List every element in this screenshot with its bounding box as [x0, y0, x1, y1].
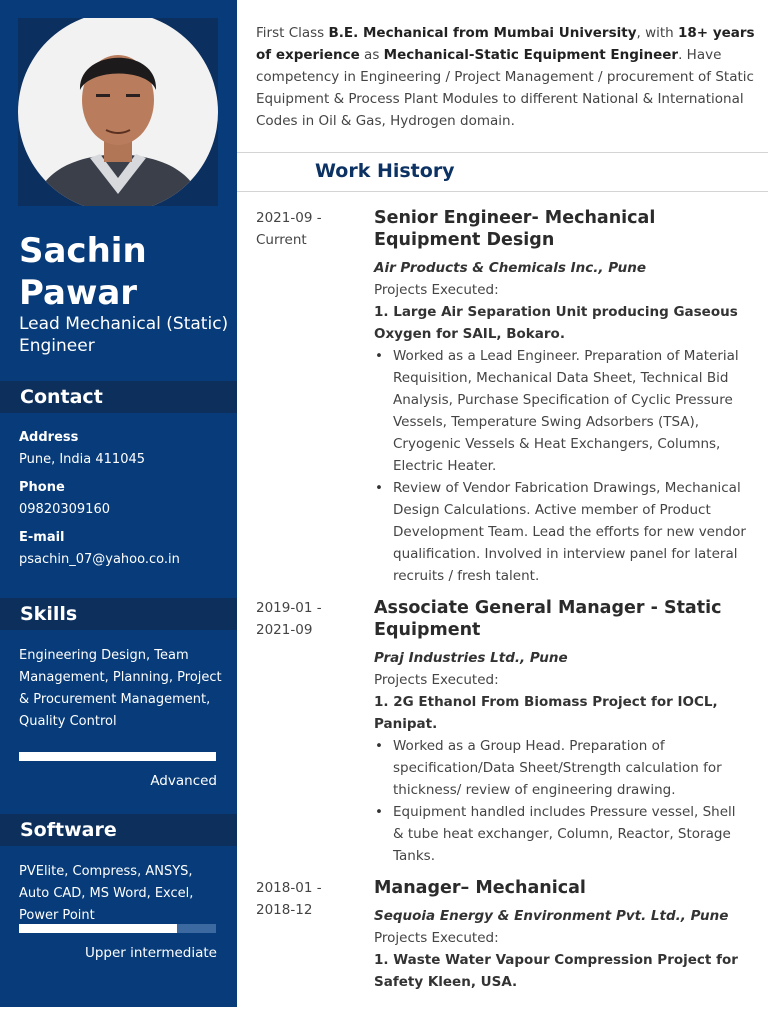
phone-label: Phone [19, 480, 65, 495]
software-level-fill [19, 924, 177, 933]
last-name: Pawar [19, 273, 138, 313]
job-title: Manager– Mechanical [374, 878, 586, 898]
job-date-end: 2018-12 [256, 902, 313, 918]
job-date-start: 2021-09 - [256, 210, 322, 226]
job-company: Sequoia Energy & Environment Pvt. Ltd., Pune [374, 908, 729, 924]
divider [237, 152, 768, 153]
candidate-name [19, 230, 147, 314]
summary-text: . Have competency in Engineering / Project Management / procurement of Static Equipment & Process Plant Modules to different National & International Codes in Oil & Gas, Hydrogen domain. [256, 47, 754, 129]
summary-experience: 18+ years of experience [256, 25, 755, 63]
job-details [374, 877, 749, 993]
work-history-heading: Work History [315, 160, 455, 182]
job-bullet: • Worked as a Lead Engineer. Preparation of Material Requisition, Mechanical Data Sheet, Technical Bid Analysis, Purchase Specification of Cyclic Pressure Vessels, Temperature Swing Adsorbers (TSA), Cryogenic Vessels & Heat Exchangers, Columns, Electric Heater. [374, 345, 749, 477]
phone-value[interactable]: 09820309160 [19, 502, 110, 517]
job-bullets [374, 345, 749, 587]
software-level-text: Upper intermediate [84, 945, 217, 961]
job-project: 1. Waste Water Vapour Compression Project for Safety Kleen, USA. [374, 952, 738, 990]
job-date-start: 2019-01 - [256, 600, 322, 616]
job-projects-label: Projects Executed: [374, 282, 499, 298]
skills-level-text: Advanced [150, 773, 217, 789]
software-text: PVElite, Compress, ANSYS, Auto CAD, MS Word, Excel, Power Point [19, 864, 194, 923]
skills-heading: Skills [0, 598, 237, 630]
job-details [374, 207, 749, 587]
job-title: Associate General Manager - Static Equipment [374, 598, 722, 640]
summary-title: Mechanical-Static Equipment Engineer [383, 47, 679, 63]
sidebar [0, 0, 237, 1007]
first-name: Sachin [19, 231, 147, 271]
job-dates [256, 597, 361, 641]
job-date-end: Current [256, 232, 307, 248]
job-date-end: 2021-09 [256, 622, 313, 638]
job-bullet: • Review of Vendor Fabrication Drawings, Mechanical Design Calculations. Active member of Product Development Team. Lead the efforts for new vendor qualification. Involved in interview panel for lateral recruits / fresh talent. [374, 477, 749, 587]
job-project: 1. 2G Ethanol From Biomass Project for IOCL, Panipat. [374, 694, 718, 732]
job-project: 1. Large Air Separation Unit producing Gaseous Oxygen for SAIL, Bokaro. [374, 304, 738, 342]
skills-text: Engineering Design, Team Management, Planning, Project & Procurement Management, Quality Control [19, 648, 222, 729]
job-dates [256, 207, 361, 251]
address-value: Pune, India 411045 [19, 452, 146, 467]
job-bullet: • Equipment handled includes Pressure vessel, Shell & tube heat exchanger, Column, Reactor, Storage Tanks. [374, 801, 749, 867]
software-heading: Software [0, 814, 237, 846]
job-title: Senior Engineer- Mechanical Equipment Design [374, 208, 656, 250]
summary-text: , with [636, 25, 679, 41]
profile-photo [18, 18, 218, 206]
address-label: Address [19, 430, 79, 445]
profile-summary [256, 22, 756, 132]
job-bullet: • Worked as a Group Head. Preparation of specification/Data Sheet/Strength calculation for thickness/ review of engineering drawing. [374, 735, 749, 801]
contact-heading: Contact [0, 381, 237, 413]
job-company: Air Products & Chemicals Inc., Pune [374, 260, 647, 276]
email-label: E-mail [19, 530, 65, 545]
job-dates [256, 877, 361, 921]
summary-degree: B.E. Mechanical from Mumbai University [328, 25, 637, 41]
skills-level-bar [19, 752, 216, 761]
job-date-start: 2018-01 - [256, 880, 322, 896]
job-projects-label: Projects Executed: [374, 930, 499, 946]
email-value[interactable]: psachin_07@yahoo.co.in [19, 552, 180, 567]
software-level-bar [19, 924, 216, 933]
skills-level-fill [19, 752, 216, 761]
candidate-role: Lead Mechanical (Static) Engineer [19, 314, 229, 356]
job-projects-label: Projects Executed: [374, 672, 499, 688]
profile-photo-image [18, 18, 218, 206]
job-details [374, 597, 749, 867]
summary-text: as [359, 47, 384, 63]
summary-text: First Class [256, 25, 329, 41]
job-bullets [374, 735, 749, 867]
divider [237, 191, 768, 192]
job-company: Praj Industries Ltd., Pune [374, 650, 568, 666]
